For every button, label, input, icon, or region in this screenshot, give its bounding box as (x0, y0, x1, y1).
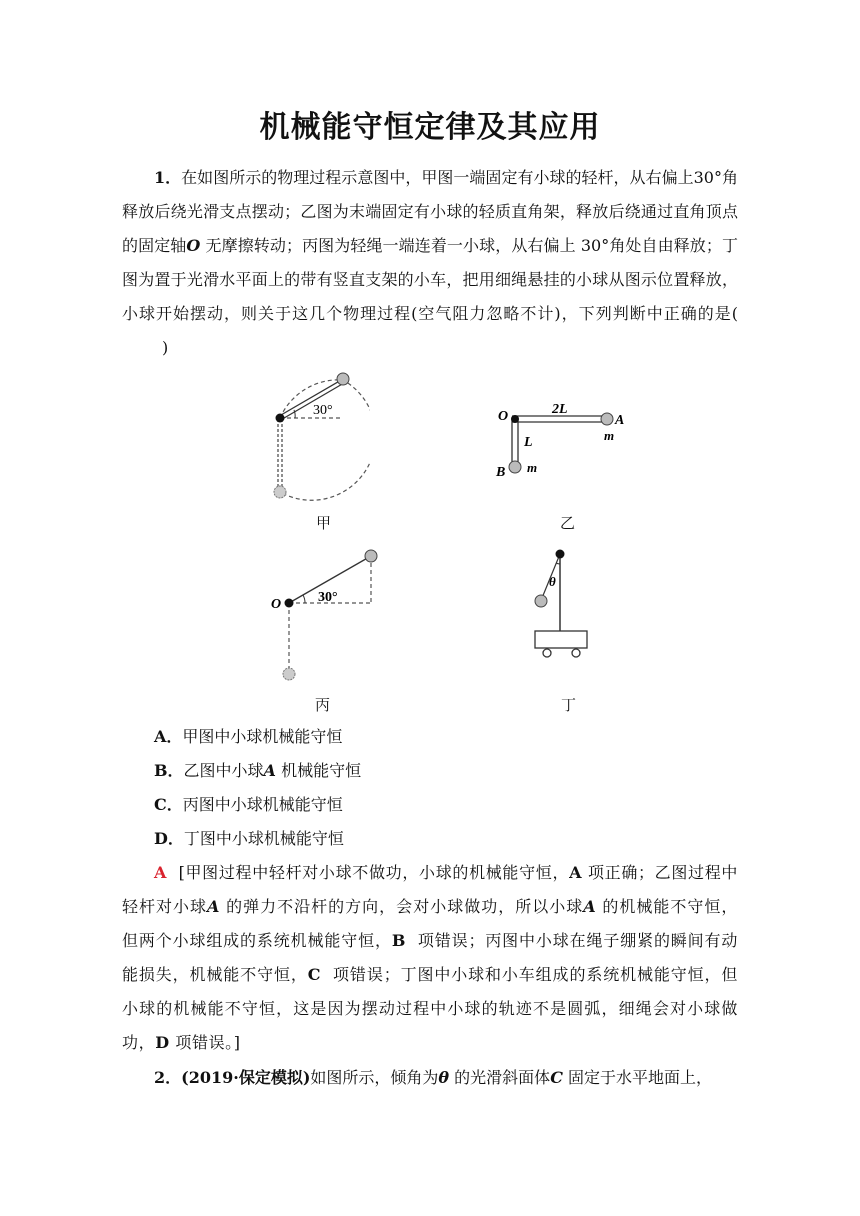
question-2-body-2: 的光滑斜面体 (454, 1068, 551, 1087)
option-text: 乙图中小球 (183, 761, 264, 780)
question-1-body: 在如图所示的物理过程示意图中，甲图一端固定有小球的轻杆，从右偏上30°角释放后绕光滑支点摆动；乙图为末端固定有小球的轻质直角架，释放后绕通过直角顶点的固定轴 (122, 168, 738, 255)
caption-bing: 丙 (315, 696, 331, 714)
figure-bing (262, 540, 392, 685)
label-a: A (615, 413, 625, 428)
question-2-body-3: 固定于水平地面上， (568, 1068, 713, 1087)
explanation-text: 项错误；丙图中小球在绳子绷紧的瞬间有动能损失，机械能不守恒， (122, 931, 739, 984)
caption-jia: 甲 (316, 514, 332, 532)
question-2-text (122, 1061, 738, 1095)
figure-ding (525, 540, 600, 665)
label-mass-a: m (604, 428, 615, 443)
option-b (154, 754, 361, 788)
cart-body (535, 631, 587, 648)
ball-final (283, 668, 295, 680)
caption-yi: 乙 (560, 514, 576, 532)
explanation-text: 项错误。] (175, 1033, 241, 1052)
ball-b (509, 461, 521, 473)
option-text: 甲图中小球机械能守恒 (182, 727, 343, 746)
cart-wheel-left (543, 649, 551, 657)
rod-bottom (279, 383, 344, 421)
option-d (154, 822, 344, 856)
rod-top (281, 379, 343, 415)
pivot-o (511, 415, 519, 423)
question-1-end: ) (162, 338, 169, 357)
variable-ref: A (583, 897, 597, 916)
option-ref: C (307, 965, 322, 984)
ball-final (274, 486, 286, 498)
option-ref: A (569, 863, 583, 882)
explanation-text: [甲图过程中轻杆对小球不做功，小球的机械能守恒， (178, 863, 570, 882)
angle-arc (303, 595, 305, 603)
question-1-number: 1． (154, 168, 182, 187)
angle-label: 30° (313, 403, 333, 418)
explanation-text: 项正确；乙图过程中轻杆对小球 (122, 863, 739, 916)
option-ref: B (391, 931, 406, 950)
option-ref: D (155, 1033, 170, 1052)
swing-path (280, 380, 370, 500)
cart-wheel-right (572, 649, 580, 657)
pivot-point (276, 414, 285, 423)
option-letter: D． (154, 829, 184, 848)
explanation-text: 的弹力不沿杆的方向，会对小球做功，所以小球 (226, 897, 584, 916)
option-variable: A (263, 761, 276, 780)
question-2-number: 2． (154, 1068, 182, 1087)
ball-initial (365, 550, 377, 562)
explanation-text: 的机械能不守恒，但两个小球组成的系统机械能守恒， (122, 897, 738, 950)
answer-letter: A (154, 863, 168, 882)
variable-theta: θ (438, 1068, 450, 1087)
option-text: 丙图中小球机械能守恒 (182, 795, 343, 814)
option-a (154, 720, 342, 754)
label-theta: θ (549, 574, 556, 589)
caption-ding: 丁 (561, 696, 577, 714)
option-c (154, 788, 343, 822)
ball-initial (337, 373, 349, 385)
label-2l: 2L (552, 402, 568, 417)
question-1-text (122, 161, 738, 365)
suspension-point (556, 550, 565, 559)
option-letter: C． (154, 795, 183, 814)
option-letter: B． (154, 761, 184, 780)
page-title: 机械能守恒定律及其应用 (259, 110, 601, 145)
label-o: O (498, 409, 509, 424)
option-letter: A． (154, 727, 183, 746)
axis-label: O (186, 236, 201, 255)
explanation-text: 项错误；丁图中小球和小车组成的系统机械能守恒，但小球的机械能不守恒，这是因为摆动过程中小球的轨迹不是圆弧，细绳会对小球做功， (122, 965, 739, 1052)
pivot-o (285, 599, 294, 608)
option-text: 丁图中小球机械能守恒 (183, 829, 344, 848)
ball (535, 595, 547, 607)
figure-jia (250, 362, 370, 502)
label-mass-b: m (527, 460, 538, 475)
question-2-source: (2019·保定模拟) (181, 1068, 311, 1087)
question-2-body: 如图所示，倾角为 (310, 1068, 439, 1087)
figure-yi (490, 398, 640, 488)
variable-ref: A (207, 897, 221, 916)
label-o: O (271, 597, 282, 612)
variable-c: C (550, 1068, 563, 1087)
option-text-2: 机械能守恒 (281, 761, 362, 780)
answer-explanation (122, 856, 738, 1060)
question-1-body-2: 无摩擦转动；丙图为轻绳一端连着一小球，从右偏上 30°角处自由释放；丁图为置于光滑水平面上的带有竖直支架的小车，把用细绳悬挂的小球从图示位置释放，小球开始摆动，则关于这几个物理过程(空气阻力忽略不计)，下列判断中正确的是( (122, 236, 738, 323)
ball-a (601, 413, 613, 425)
label-l: L (524, 435, 533, 450)
angle-label: 30° (318, 590, 338, 605)
label-b: B (496, 465, 506, 480)
